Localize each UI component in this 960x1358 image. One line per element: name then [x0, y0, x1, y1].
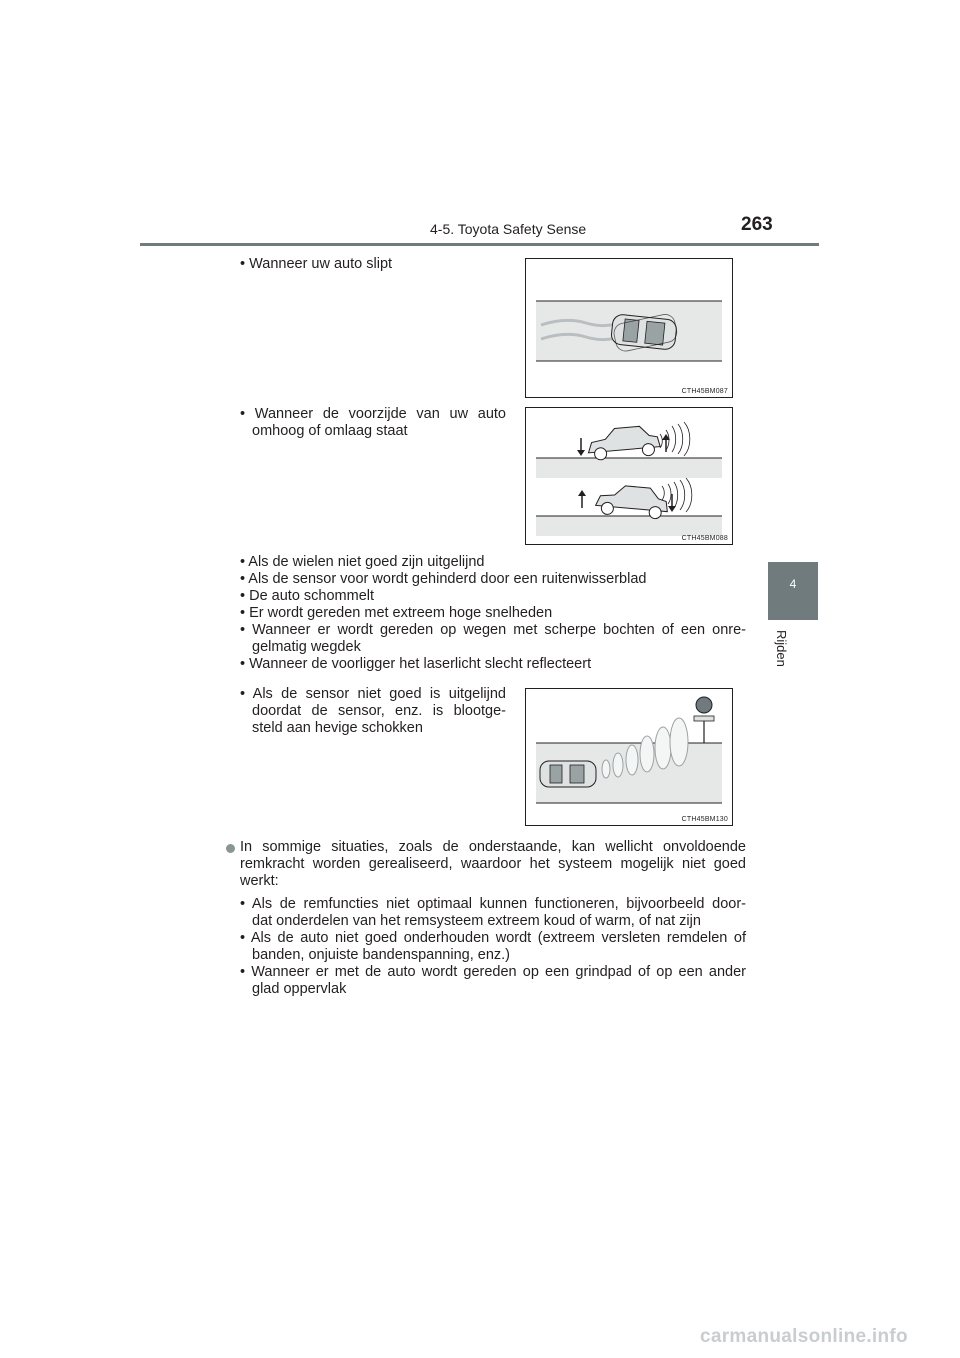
paragraph-bullet [226, 844, 235, 853]
section-title: 4-5. Toyota Safety Sense [430, 221, 587, 237]
item-front-up-line2: omhoog of omlaag staat [252, 423, 408, 439]
list-item: • Als de auto niet goed onderhouden wordt (extreem versleten remdelen of [240, 930, 746, 946]
item-slip: • Wanneer uw auto slipt [240, 256, 393, 272]
item-sensor-line1: • Als de sensor niet goed is uitgelijnd [240, 686, 506, 702]
item-sensor-misaligned [240, 686, 506, 737]
item-front-up [240, 406, 506, 440]
list-braking-conditions [240, 896, 746, 998]
item-front-up-line1: • Wanneer de voorzijde van uw auto [240, 406, 506, 422]
chapter-label [765, 630, 821, 670]
list-item-continuation: gelmatig wegdek [252, 639, 361, 655]
paragraph-line: remkracht worden gerealiseerd, waardoor het systeem mogelijk niet goed [240, 856, 746, 872]
figure-car-pitch [525, 407, 733, 545]
item-sensor-line2: doordat de sensor, enz. is blootge- [252, 703, 506, 719]
list-item: • De auto schommelt [240, 588, 375, 604]
paragraph-line: In sommige situaties, zoals de onderstaande, kan wellicht onvoldoende [240, 839, 746, 855]
figure-skidding-car [525, 258, 733, 398]
list-item: • Wanneer er wordt gereden op wegen met scherpe bochten of een onre- [240, 622, 746, 638]
sensor-misaligned-illustration [526, 689, 732, 825]
figure-id: CTH45BM130 [681, 816, 728, 823]
list-item: • Wanneer er met de auto wordt gereden op een grindpad of op een ander [240, 964, 746, 980]
list-item-continuation: banden, onjuiste bandenspanning, enz.) [252, 947, 510, 963]
list-item: • Wanneer de voorligger het laserlicht slecht reflecteert [240, 656, 592, 672]
chapter-number: 4 [789, 577, 797, 591]
chapter-label-text: Rijden [774, 630, 789, 667]
item-sensor-line3: steld aan hevige schokken [252, 720, 423, 736]
list-item: • Als de wielen niet goed zijn uitgelijnd [240, 554, 485, 570]
figure-id: CTH45BM087 [681, 388, 728, 395]
list-item-continuation: dat onderdelen van het remsysteem extreem koud of warm, of nat zijn [252, 913, 701, 929]
watermark: carmanualsonline.info [700, 1326, 908, 1347]
car-pitch-illustration [526, 408, 732, 544]
page-number: 263 [741, 214, 773, 235]
list-item: • Er wordt gereden met extreem hoge snelheden [240, 605, 553, 621]
list-item: • Als de sensor voor wordt gehinderd door een ruitenwisserblad [240, 571, 647, 587]
paragraph-braking [240, 839, 746, 890]
figure-id: CTH45BM088 [681, 535, 728, 542]
list-item: • Als de remfuncties niet optimaal kunnen functioneren, bijvoorbeeld door- [240, 896, 746, 912]
header-divider [140, 243, 819, 246]
list-conditions [240, 554, 746, 673]
figure-sensor-misaligned [525, 688, 733, 826]
skidding-car-illustration [526, 259, 732, 397]
paragraph-line: werkt: [240, 873, 279, 889]
list-item-continuation: glad oppervlak [252, 981, 347, 997]
chapter-tab [768, 562, 818, 620]
